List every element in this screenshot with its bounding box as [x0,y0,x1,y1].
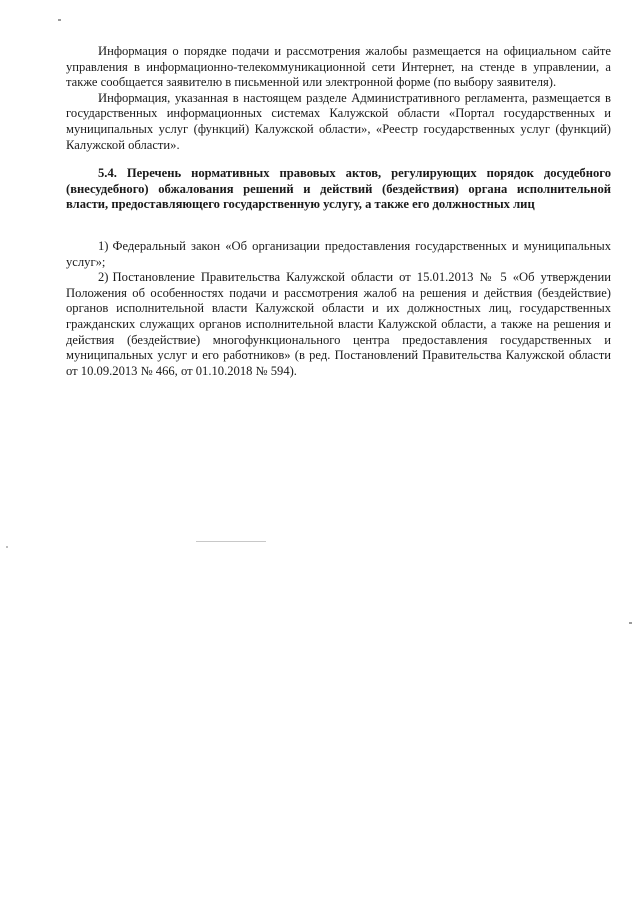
scan-mark-right [629,622,632,624]
list-item [66,239,611,270]
list-item-number: 1) [98,238,109,253]
list-item-text: Постановление Правительства Калужской области от 15.01.2013 № 5 «Об утверждении Положения об особенностях подачи и рассмотрения жалоб на решения и действия (бездействие) органов исполнительной власти Калужской области и их должностных лиц, государственных гражданских служащих органов исполнительной власти Калужской области, а также на решения и действия (бездействие) многофункционального центра предоставления государственных и муниципальных услуг и его работников» (в ред. Постановлений Правительства Калужской области от 10.09.2013 № 466, от 01.10.2018 № 594). [66,270,611,378]
list-item-text: Федеральный закон «Об организации предоставления государственных и муниципальных услуг»; [66,238,611,269]
scan-mark-top [58,19,61,21]
scan-mark-mid [196,541,266,542]
legal-acts-list [66,239,611,379]
scan-mark-left [6,546,8,548]
section-heading-5-4: 5.4. Перечень нормативных правовых актов, регулирующих порядок досудебного (внесудебного) обжалования решений и действий (бездействия) органа исполнительной власти, предоставляющего государственную услугу, а также его должностных лиц [66,166,611,212]
paragraph-complaint-info: Информация о порядке подачи и рассмотрения жалобы размещается на официальном сайте управления в информационно-телекоммуникационной сети Интернет, на стенде в управлении, а также сообщается заявителю в письменной или электронной форме (по выбору заявителя). [66,44,611,90]
document-page [66,44,611,379]
list-item [66,270,611,379]
list-item-number: 2) [98,270,109,285]
paragraph-info-placement: Информация, указанная в настоящем разделе Административного регламента, размещается в государственных информационных системах Калужской области «Портал государственных и муниципальных услуг (функций) Калужской области», «Реестр государственных услуг (функций) Калужской области». [66,90,611,152]
